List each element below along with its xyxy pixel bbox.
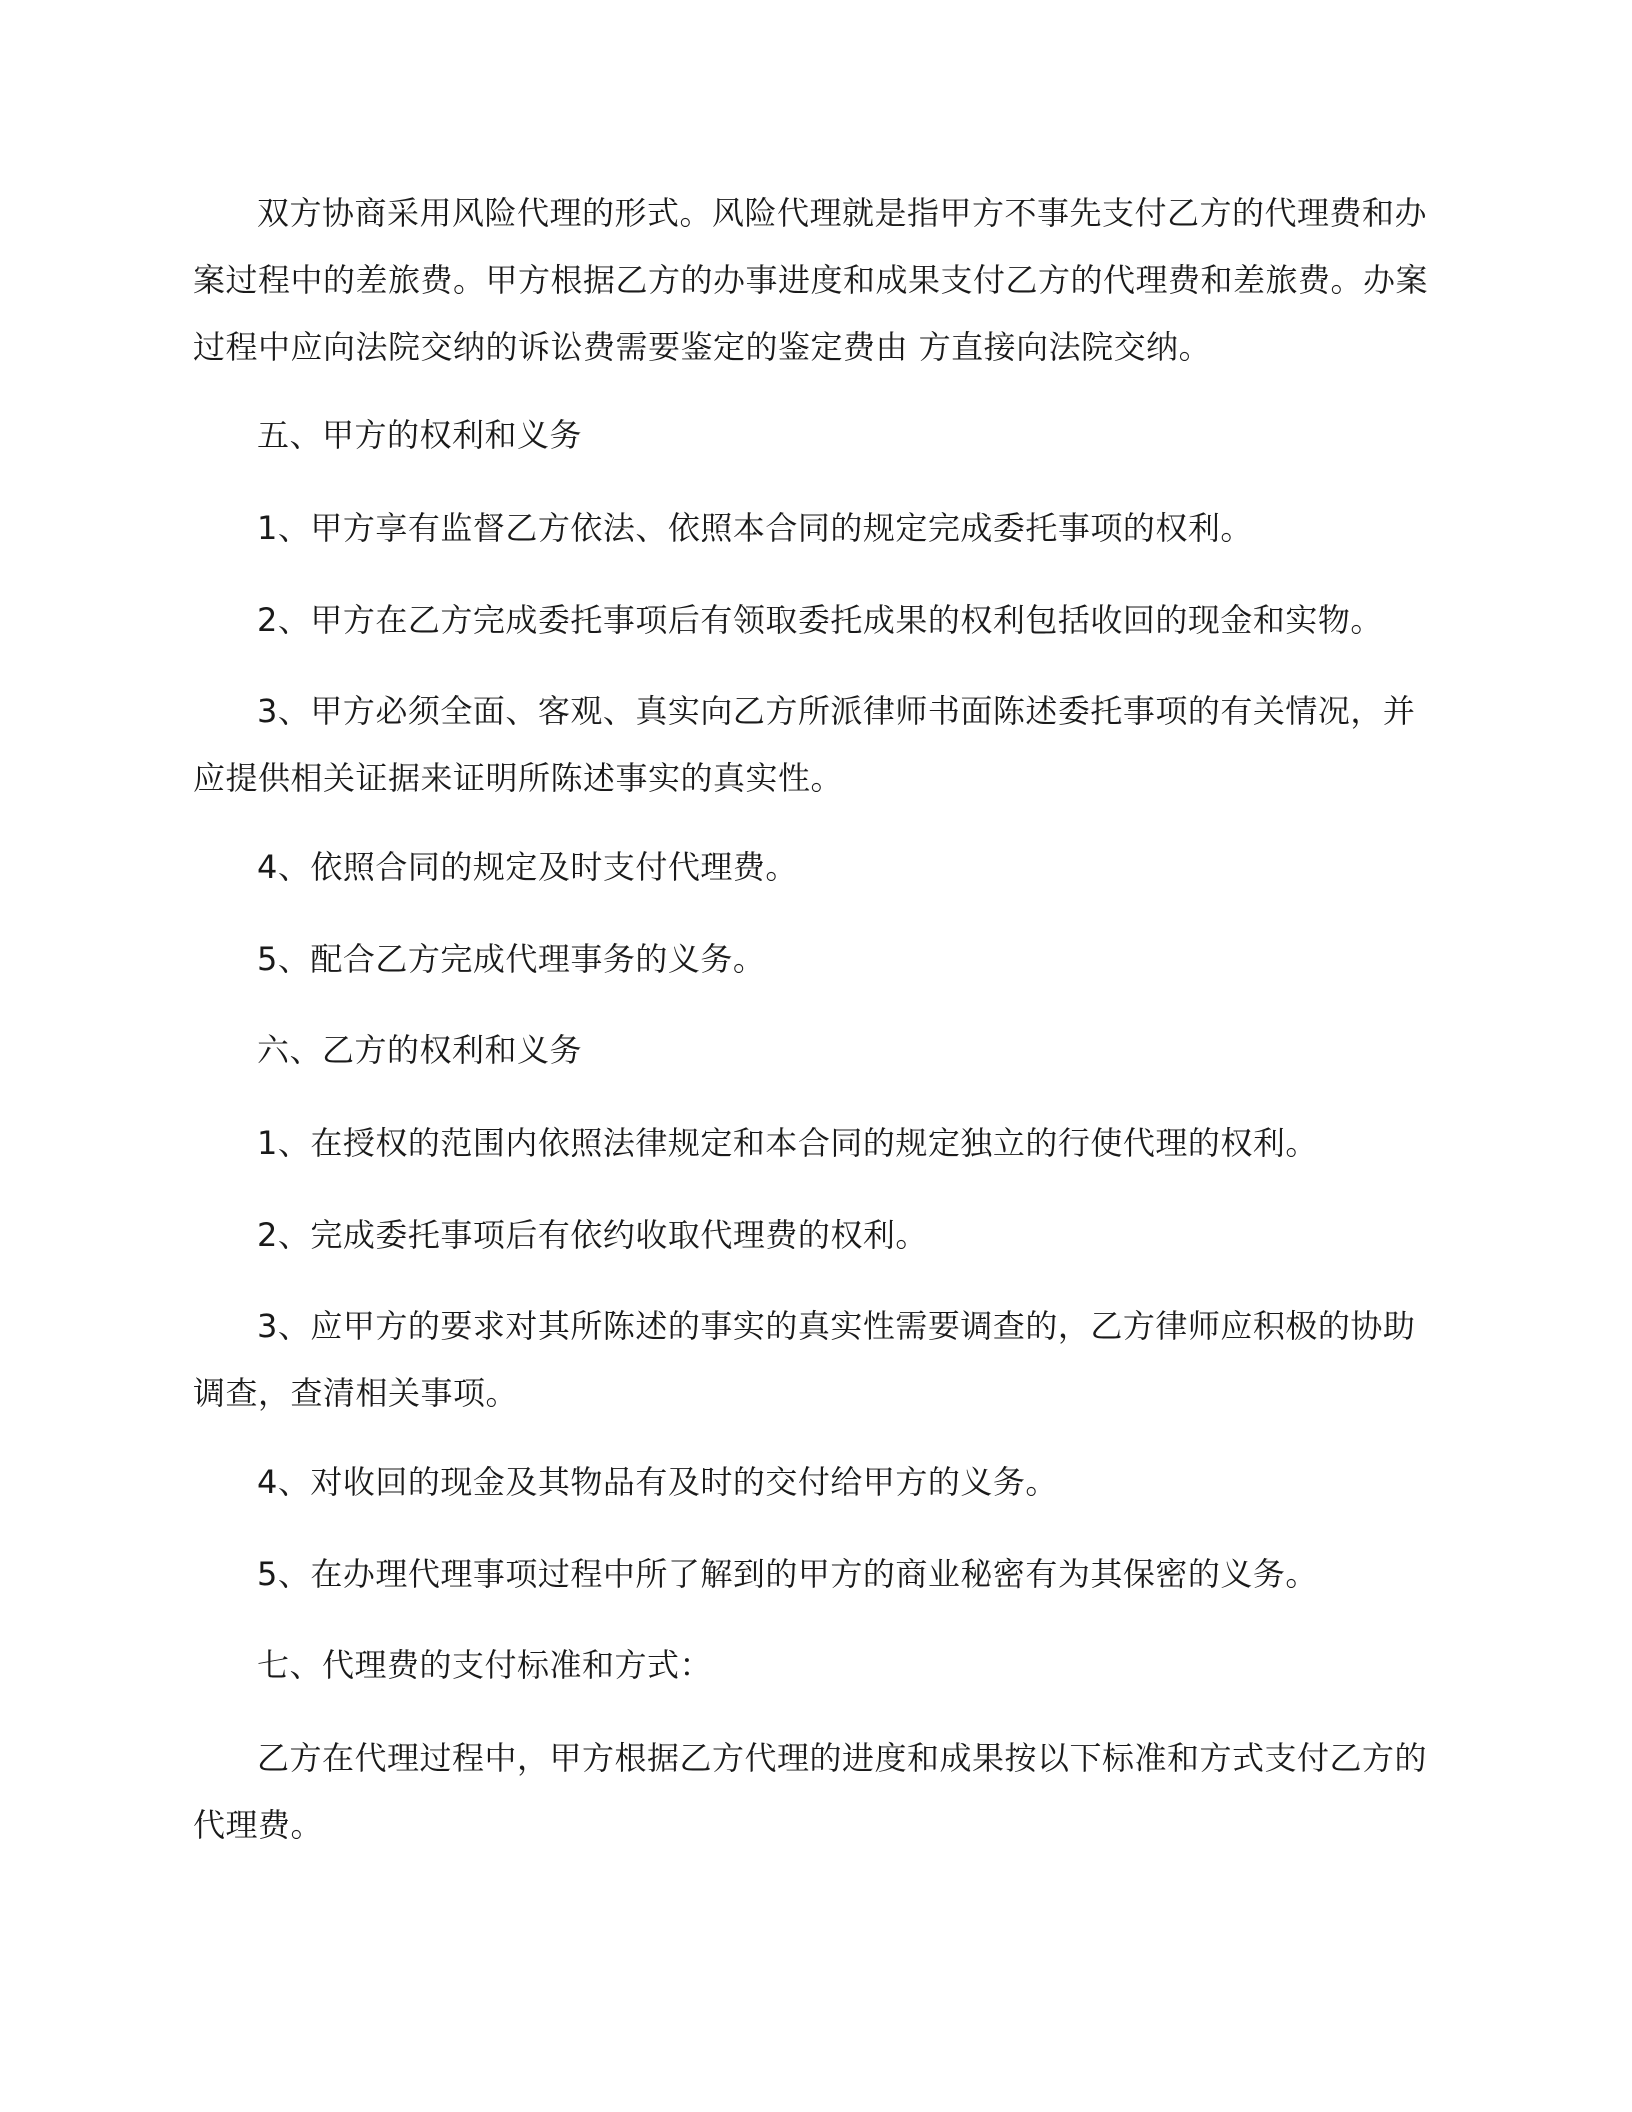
paragraph-fee-payment: 乙方在代理过程中，甲方根据乙方代理的进度和成果按以下标准和方式支付乙方的代理费。 xyxy=(193,1739,1428,1844)
clause-a-2: 2、甲方在乙方完成委托事项后有领取委托成果的权利包括收回的现金和实物。 xyxy=(257,601,1383,639)
clause-b-2: 2、完成委托事项后有依约收取代理费的权利。 xyxy=(257,1216,928,1254)
clause-a-4: 4、依照合同的规定及时支付代理费。 xyxy=(257,848,798,886)
clause-a-5: 5、配合乙方完成代理事务的义务。 xyxy=(257,940,766,978)
heading-party-a-rights: 五、甲方的权利和义务 xyxy=(257,416,583,454)
heading-party-b-rights: 六、乙方的权利和义务 xyxy=(257,1031,583,1069)
clause-b-4: 4、对收回的现金及其物品有及时的交付给甲方的义务。 xyxy=(257,1463,1058,1501)
clause-a-3: 3、甲方必须全面、客观、真实向乙方所派律师书面陈述委托事项的有关情况，并应提供相关证据来证明所陈述事实的真实性。 xyxy=(193,692,1416,797)
clause-b-5: 5、在办理代理事项过程中所了解到的甲方的商业秘密有为其保密的义务。 xyxy=(257,1555,1318,1593)
clause-a-1: 1、甲方享有监督乙方依法、依照本合同的规定完成委托事项的权利。 xyxy=(257,509,1253,547)
clause-b-1: 1、在授权的范围内依照法律规定和本合同的规定独立的行使代理的权利。 xyxy=(257,1124,1318,1162)
paragraph-risk-agency: 双方协商采用风险代理的形式。风险代理就是指甲方不事先支付乙方的代理费和办案过程中的差旅费。甲方根据乙方的办事进度和成果支付乙方的代理费和差旅费。办案过程中应向法院交纳的诉讼费需要鉴定的鉴定费由 方直接向法院交纳。 xyxy=(193,194,1429,366)
heading-fee-standard: 七、代理费的支付标准和方式： xyxy=(257,1646,713,1684)
clause-b-3: 3、应甲方的要求对其所陈述的事实的真实性需要调查的，乙方律师应积极的协助调查，查清相关事项。 xyxy=(193,1307,1416,1412)
